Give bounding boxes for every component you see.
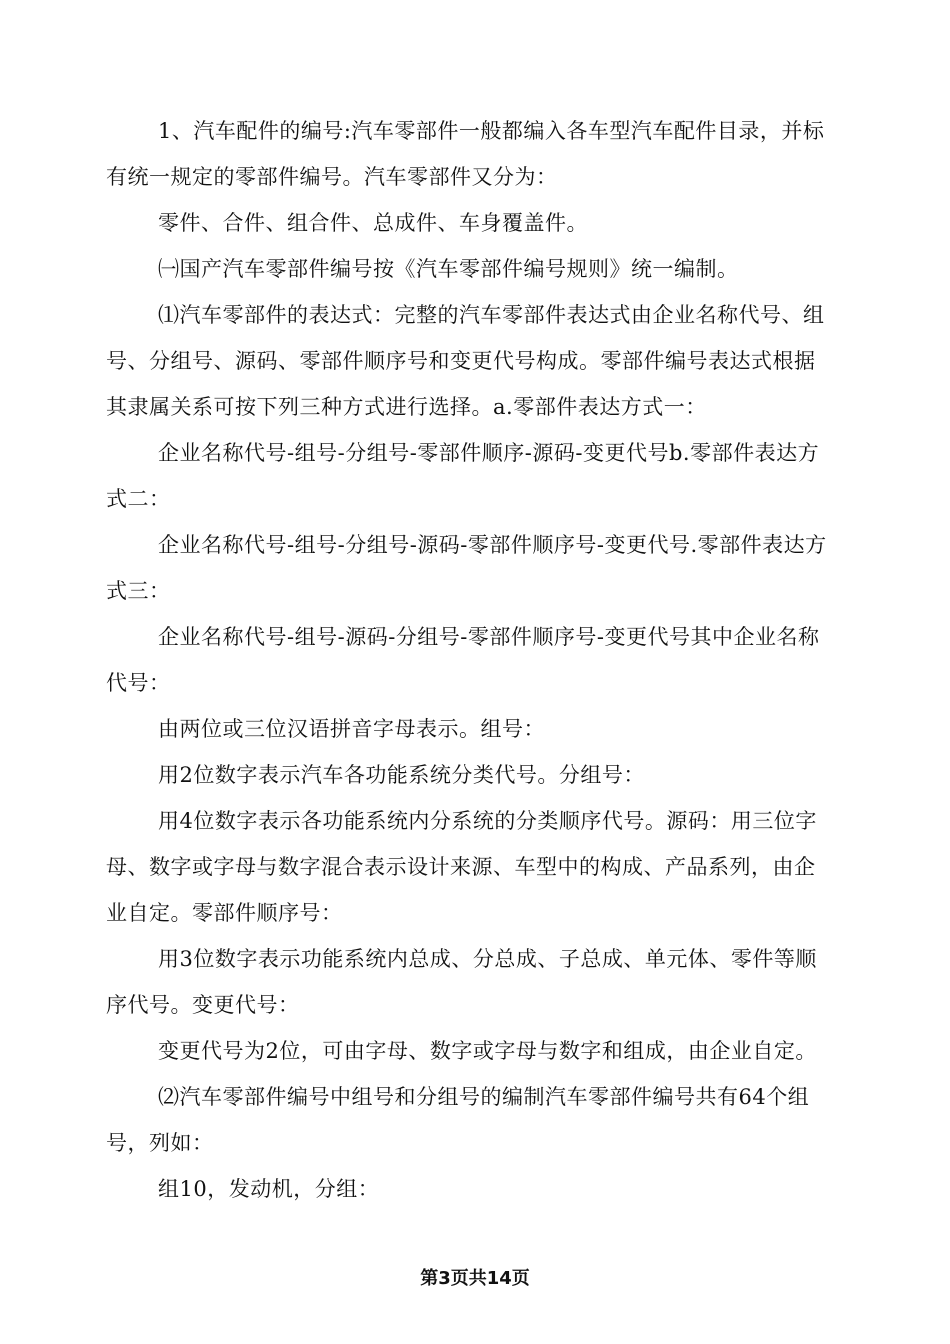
paragraph-expression: ⑴汽车零部件的表达式：完整的汽车零部件表达式由企业名称代号、组号、分组号、源码、零部件顺序号和变更代号构成。零部件编号表达式根据其隶属关系可按下列三种方式进行选择。a.零部件表达方式一： xyxy=(106,303,825,419)
paragraph-group-code: 用2位数字表示汽车各功能系统分类代号。分组号： xyxy=(158,763,645,787)
paragraph-part-numbering: 1、汽车配件的编号:汽车零部件一般都编入各车型汽车配件目录，并标有统一规定的零部件编号。汽车零部件又分为： xyxy=(106,119,825,189)
paragraph-change-code: 变更代号为2位，可由字母、数字或字母与数字和组成，由企业自定。 xyxy=(158,1039,817,1063)
paragraph-company-code: 由两位或三位汉语拼音字母表示。组号： xyxy=(158,717,545,741)
paragraph-method-two: 企业名称代号-组号-分组号-源码-零部件顺序号-变更代号.零部件表达方式三： xyxy=(106,533,827,603)
paragraph-domestic-rules: ㈠国产汽车零部件编号按《汽车零部件编号规则》统一编制。 xyxy=(158,257,739,281)
document-body xyxy=(106,108,836,1212)
paragraph-method-three: 企业名称代号-组号-源码-分组号-零部件顺序号-变更代号其中企业名称代号： xyxy=(106,625,820,695)
paragraph-method-one: 企业名称代号-组号-分组号-零部件顺序-源码-变更代号b.零部件表达方式二： xyxy=(106,441,820,511)
paragraph-part-types: 零件、合件、组合件、总成件、车身覆盖件。 xyxy=(158,211,588,235)
paragraph-group-ten: 组10，发动机，分组： xyxy=(158,1177,380,1201)
paragraph-subgroup-code: 用4位数字表示各功能系统内分系统的分类顺序代号。源码：用三位字母、数字或字母与数字混合表示设计来源、车型中的构成、产品系列，由企业自定。零部件顺序号： xyxy=(106,809,817,925)
paragraph-group-list: ⑵汽车零部件编号中组号和分组号的编制汽车零部件编号共有64个组号，列如： xyxy=(106,1085,810,1155)
paragraph-sequence-code: 用3位数字表示功能系统内总成、分总成、子总成、单元体、零件等顺序代号。变更代号： xyxy=(106,947,817,1017)
page-number: 第3页共14页 xyxy=(420,1268,530,1289)
